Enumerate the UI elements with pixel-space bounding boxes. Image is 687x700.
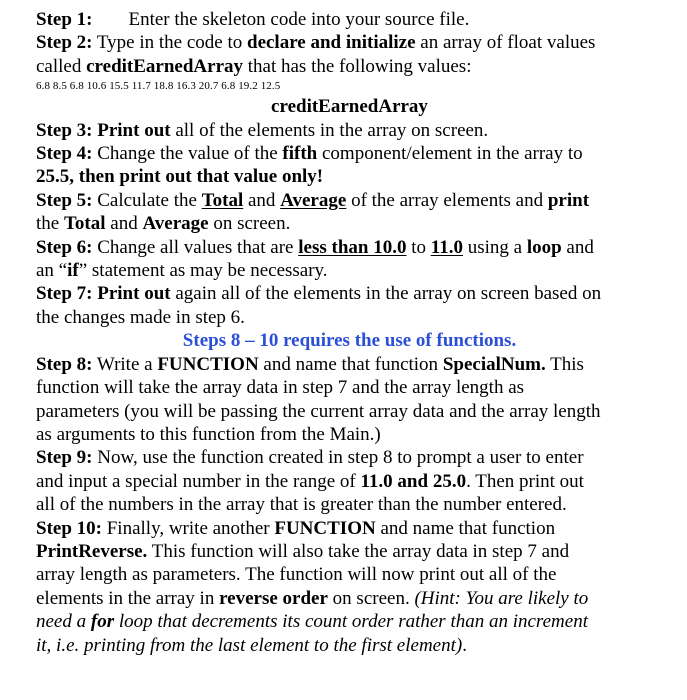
step-7-bold: Print out (92, 283, 171, 305)
step-10-text: This function will also take the array data in step 7 and (147, 540, 570, 562)
step-8-line: parameters (you will be passing the current array data and the array length (36, 400, 601, 422)
array-name-heading (36, 95, 663, 118)
step-6-label: Step 6: (36, 236, 93, 258)
step-9-text: and input a special number in the range of (36, 470, 361, 492)
step-2-text: Type in the code to (92, 32, 247, 54)
step-6-text: Change all values that are (92, 236, 299, 258)
step-10 (36, 517, 663, 657)
step-5-text: the (36, 213, 64, 235)
step-4-text: Change the value of the (92, 143, 283, 165)
step-6-new-value: 11.0 (430, 236, 463, 258)
step-6-text: ” statement as may be necessary. (78, 260, 328, 282)
step-5-bold: Average (142, 213, 209, 235)
step-9-text: Now, use the function created in step 8 to prompt a user to enter (92, 447, 584, 469)
step-3-text: all of the elements in the array on screen. (170, 119, 489, 141)
step-9 (36, 446, 663, 516)
step-10-hint: loop that decrements its count order rather than an increment (114, 611, 588, 633)
step-7-text: again all of the elements in the array on screen based on (170, 283, 602, 305)
step-5-bold: print (547, 189, 590, 211)
step-4-bold: fifth (282, 143, 318, 165)
step-2-text: an array of float values (415, 32, 596, 54)
step-6-bold: loop (526, 236, 562, 258)
step-10-line: array length as parameters. The function will now print out all of the (36, 564, 557, 586)
step-5-bold: Total (63, 213, 106, 235)
step-9-label: Step 9: (36, 447, 93, 469)
step-10-hint: need a (36, 611, 91, 633)
step-5-label: Step 5: (36, 189, 93, 211)
step-2-label: Step 2: (36, 32, 93, 54)
step-10-hint-bold: for (90, 611, 115, 633)
step-8 (36, 353, 663, 447)
step-5-text: and (105, 213, 143, 235)
step-7-text: the changes made in step 6. (36, 306, 245, 328)
step-8-text: and name that function (258, 353, 443, 375)
step-10-function-name: PrintReverse. (36, 540, 148, 562)
step-4 (36, 142, 663, 189)
step-9-text: . Then print out (466, 470, 584, 492)
step-10-text: on screen. (327, 587, 415, 609)
step-1-label: Step 1: (36, 9, 93, 30)
step-4-bold: 25.5, then print out that value only! (36, 166, 324, 188)
step-4-label: Step 4: (36, 143, 93, 165)
step-8-function-name: SpecialNum. (442, 353, 546, 375)
step-7 (36, 282, 663, 329)
step-5-average: Average (280, 189, 347, 211)
step-8-text: This (545, 353, 584, 375)
step-2-bold: declare and initialize (247, 32, 416, 54)
step-5-text: and (243, 189, 281, 211)
step-10-hint: (Hint: You are likely to (414, 587, 589, 609)
step-8-line: as arguments to this function from the Main.) (36, 423, 381, 445)
step-2-text: that has the following values: (243, 55, 472, 77)
functions-note-text: Steps 8 – 10 requires the use of functions. (182, 330, 517, 352)
step-10-text: . (462, 634, 467, 656)
step-8-label: Step 8: (36, 353, 93, 375)
step-3-bold: Print out (92, 119, 171, 141)
step-2-text: called (36, 55, 87, 77)
step-5-total: Total (201, 189, 244, 211)
step-8-bold: FUNCTION (157, 353, 259, 375)
step-6-text: using a (462, 236, 527, 258)
step-3 (36, 119, 663, 142)
step-10-text: Finally, write another (101, 517, 275, 539)
step-6 (36, 236, 663, 283)
step-10-hint: it, i.e. printing from the last element to the first element) (36, 634, 463, 656)
step-5-text: on screen. (208, 213, 291, 235)
step-8-line: function will take the array data in step 7 and the array length as (36, 377, 525, 399)
step-7-label: Step 7: (36, 283, 93, 305)
array-name-text: creditEarnedArray (271, 96, 428, 118)
array-values: 6.8 8.5 6.8 10.6 15.5 11.7 18.8 16.3 20.7 6.8 19.2 12.5 (36, 80, 281, 93)
functions-note (36, 329, 663, 352)
step-9-range: 11.0 and 25.0 (360, 470, 467, 492)
step-3-label: Step 3: (36, 119, 93, 141)
step-1 (36, 8, 663, 31)
step-1-text: Enter the skeleton code into your source file. (128, 9, 470, 30)
step-5-text: of the array elements and (346, 189, 548, 211)
step-10-text: elements in the array in (36, 587, 220, 609)
step-6-threshold: less than 10.0 (298, 236, 407, 258)
step-10-bold: reverse order (219, 587, 328, 609)
step-6-text: and (561, 236, 594, 258)
step-9-line: all of the numbers in the array that is greater than the number entered. (36, 494, 567, 516)
step-6-bold: if (67, 260, 79, 282)
step-6-text: to (406, 236, 431, 258)
step-2-array-name: creditEarnedArray (86, 55, 243, 77)
step-8-text: Write a (92, 353, 158, 375)
step-5-text: Calculate the (92, 189, 202, 211)
step-10-text: and name that function (375, 517, 556, 539)
step-6-text: an “ (36, 260, 68, 282)
step-10-bold: FUNCTION (274, 517, 376, 539)
step-2 (36, 31, 663, 95)
step-10-label: Step 10: (36, 517, 102, 539)
step-5 (36, 189, 663, 236)
step-4-text: component/element in the array to (317, 143, 583, 165)
